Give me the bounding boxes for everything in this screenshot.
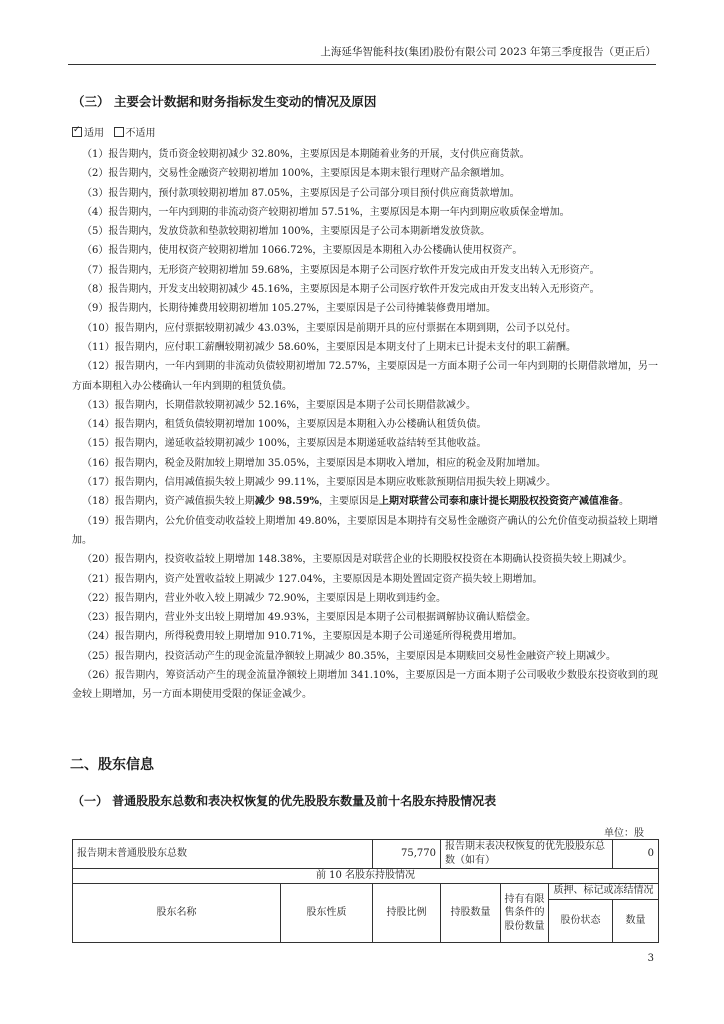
list-item: （4）报告期内，一年内到期的非流动资产较期初增加 57.51%，主要原因是本期一年内到期应收质保金增加。 [82, 206, 570, 218]
list-item: （5）报告期内，发放贷款和垫款较期初增加 100%，主要原因是子公司本期新增发放贷款。 [82, 226, 491, 238]
col-shareholder-name: 股东名称 [73, 884, 281, 943]
total-shareholders-label: 报告期末普通股股东总数 [73, 840, 373, 869]
shareholder-table [72, 839, 659, 943]
table-row [73, 869, 659, 884]
item-text: （18）报告期内，资产减值损失较上期 [82, 496, 255, 508]
col-restricted-shares: 持有有限售条件的股份数量 [501, 884, 549, 943]
applicability-options [72, 124, 156, 139]
list-item: （15）报告期内，递延收益较期初减少 100%，主要原因是本期递延收益结转至其他收益。 [82, 438, 487, 450]
list-item: （3）报告期内，预付款项较期初增加 87.05%，主要原因是子公司部分项目预付供应商货款增加。 [82, 187, 520, 199]
list-item: （8）报告期内，开发支出较期初减少 45.16%，主要原因是本期子公司医疗软件开发完成由开发支出转入无形资产。 [82, 284, 600, 296]
report-title: 上海延华智能科技(集团)股份有限公司 2023 年第三季度报告（更正后） [320, 46, 656, 58]
list-item: （16）报告期内，税金及附加较上期增加 35.05%，主要原因是本期收入增加，相应的税金及附加增加。 [82, 457, 547, 469]
list-item: （26）报告期内，筹资活动产生的现金流量净额较上期增加 341.10%，主要原因是一方面本期子公司吸收少数股东投资收到的现金较上期增加，另一方面本期使用受限的保证金减少。 [72, 670, 658, 701]
item-text: ，主要原因是 [319, 496, 380, 508]
shareholder-table-title: （一） 普通股股东总数和表决权恢复的优先股股东数量及前十名股东持股情况表 [72, 794, 497, 808]
unchecked-box-icon [114, 127, 124, 137]
checked-box-icon [72, 127, 82, 137]
change-reasons-list [72, 145, 658, 705]
list-item [72, 492, 658, 511]
not-applicable-label: 不适用 [125, 128, 156, 139]
emphasis-text: 上期对联营公司泰和康计提长期股权投资资产减值准备 [379, 496, 620, 508]
list-item: （14）报告期内，租赁负债较期初增加 100%，主要原因是本期租入办公楼确认租赁负债。 [82, 419, 487, 431]
top10-label: 前 10 名股东持股情况 [73, 869, 659, 884]
table-header-row [73, 884, 659, 900]
emphasis-text: 减少 98.59% [254, 496, 320, 508]
list-item: （9）报告期内，长期待摊费用较期初增加 105.27%，主要原因是子公司待摊装修费用增加。 [82, 303, 497, 315]
list-item: （7）报告期内，无形资产较期初增加 59.68%，主要原因是本期子公司医疗软件开发完成由开发支出转入无形资产。 [82, 264, 600, 276]
section-two-title: 二、股东信息 [70, 757, 154, 773]
list-item: （23）报告期内，营业外支出较上期增加 49.93%，主要原因是本期子公司根据调解协议确认赔偿金。 [82, 612, 537, 624]
list-item: （12）报告期内，一年内到期的非流动负债较期初增加 72.57%，主要原因是一方面本期子公司一年内到期的长期借款增加，另一方面本期租入办公楼确认一年内到期的租赁负债。 [72, 361, 658, 392]
col-holding-quantity: 持股数量 [441, 884, 501, 943]
table-row [73, 840, 659, 869]
preferred-shareholders-value: 0 [613, 840, 659, 869]
list-item: （19）报告期内，公允价值变动收益较上期增加 49.80%，主要原因是本期持有交易性金融资产确认的公允价值变动损益较上期增加。 [72, 515, 658, 546]
unit-label: 单位：股 [604, 828, 644, 839]
total-shareholders-value: 75,770 [373, 840, 441, 869]
list-item: （17）报告期内，信用减值损失较上期减少 99.11%，主要原因是本期应收账款预期信用损失较上期减少。 [82, 477, 557, 489]
item-text: 。 [619, 496, 630, 508]
list-item: （10）报告期内，应付票据较期初减少 43.03%，主要原因是前期开具的应付票据在本期到期，公司予以兑付。 [82, 322, 577, 334]
list-item: （24）报告期内，所得税费用较上期增加 910.71%，主要原因是本期子公司递延所得税费用增加。 [82, 631, 523, 643]
col-share-count: 数量 [613, 899, 659, 942]
col-holding-ratio: 持股比例 [373, 884, 441, 943]
list-item: （6）报告期内，使用权资产较期初增加 1066.72%，主要原因是本期租入办公楼确认使用权资产。 [82, 245, 523, 257]
page-header [68, 44, 656, 65]
list-item: （2）报告期内，交易性金融资产较期初增加 100%，主要原因是本期末银行理财产品余额增加。 [82, 168, 511, 180]
list-item: （25）报告期内，投资活动产生的现金流量净额较上期减少 80.35%，主要原因是本期赎回交易性金融资产较上期减少。 [82, 650, 617, 662]
section-three-title: （三） 主要会计数据和财务指标发生变动的情况及原因 [72, 94, 377, 109]
list-item: （11）报告期内，应付职工薪酬较期初减少 58.60%，主要原因是本期支付了上期末已计提未支付的职工薪酬。 [82, 341, 577, 353]
applicable-label: 适用 [84, 128, 104, 139]
list-item: （22）报告期内，营业外收入较上期减少 72.90%，主要原因是上期收到违约金。 [82, 592, 447, 604]
list-item: （13）报告期内，长期借款较期初减少 52.16%，主要原因是本期子公司长期借款减少。 [82, 399, 477, 411]
col-pledge-status: 质押、标记或冻结情况 [549, 884, 659, 900]
list-item: （21）报告期内，资产处置收益较上期减少 127.04%，主要原因是本期处置固定资产损失较上期增加。 [82, 573, 543, 585]
col-shareholder-nature: 股东性质 [281, 884, 373, 943]
list-item: （1）报告期内，货币资金较期初减少 32.80%，主要原因是本期随着业务的开展，支付供应商货款。 [82, 149, 530, 160]
page-number: 3 [647, 953, 654, 964]
list-item: （20）报告期内，投资收益较上期增加 148.38%，主要原因是对联营企业的长期股权投资在本期确认投资损失较上期减少。 [82, 554, 633, 566]
col-share-status: 股份状态 [549, 899, 613, 942]
preferred-shareholders-label: 报告期末表决权恢复的优先股股东总数（如有） [441, 840, 613, 869]
